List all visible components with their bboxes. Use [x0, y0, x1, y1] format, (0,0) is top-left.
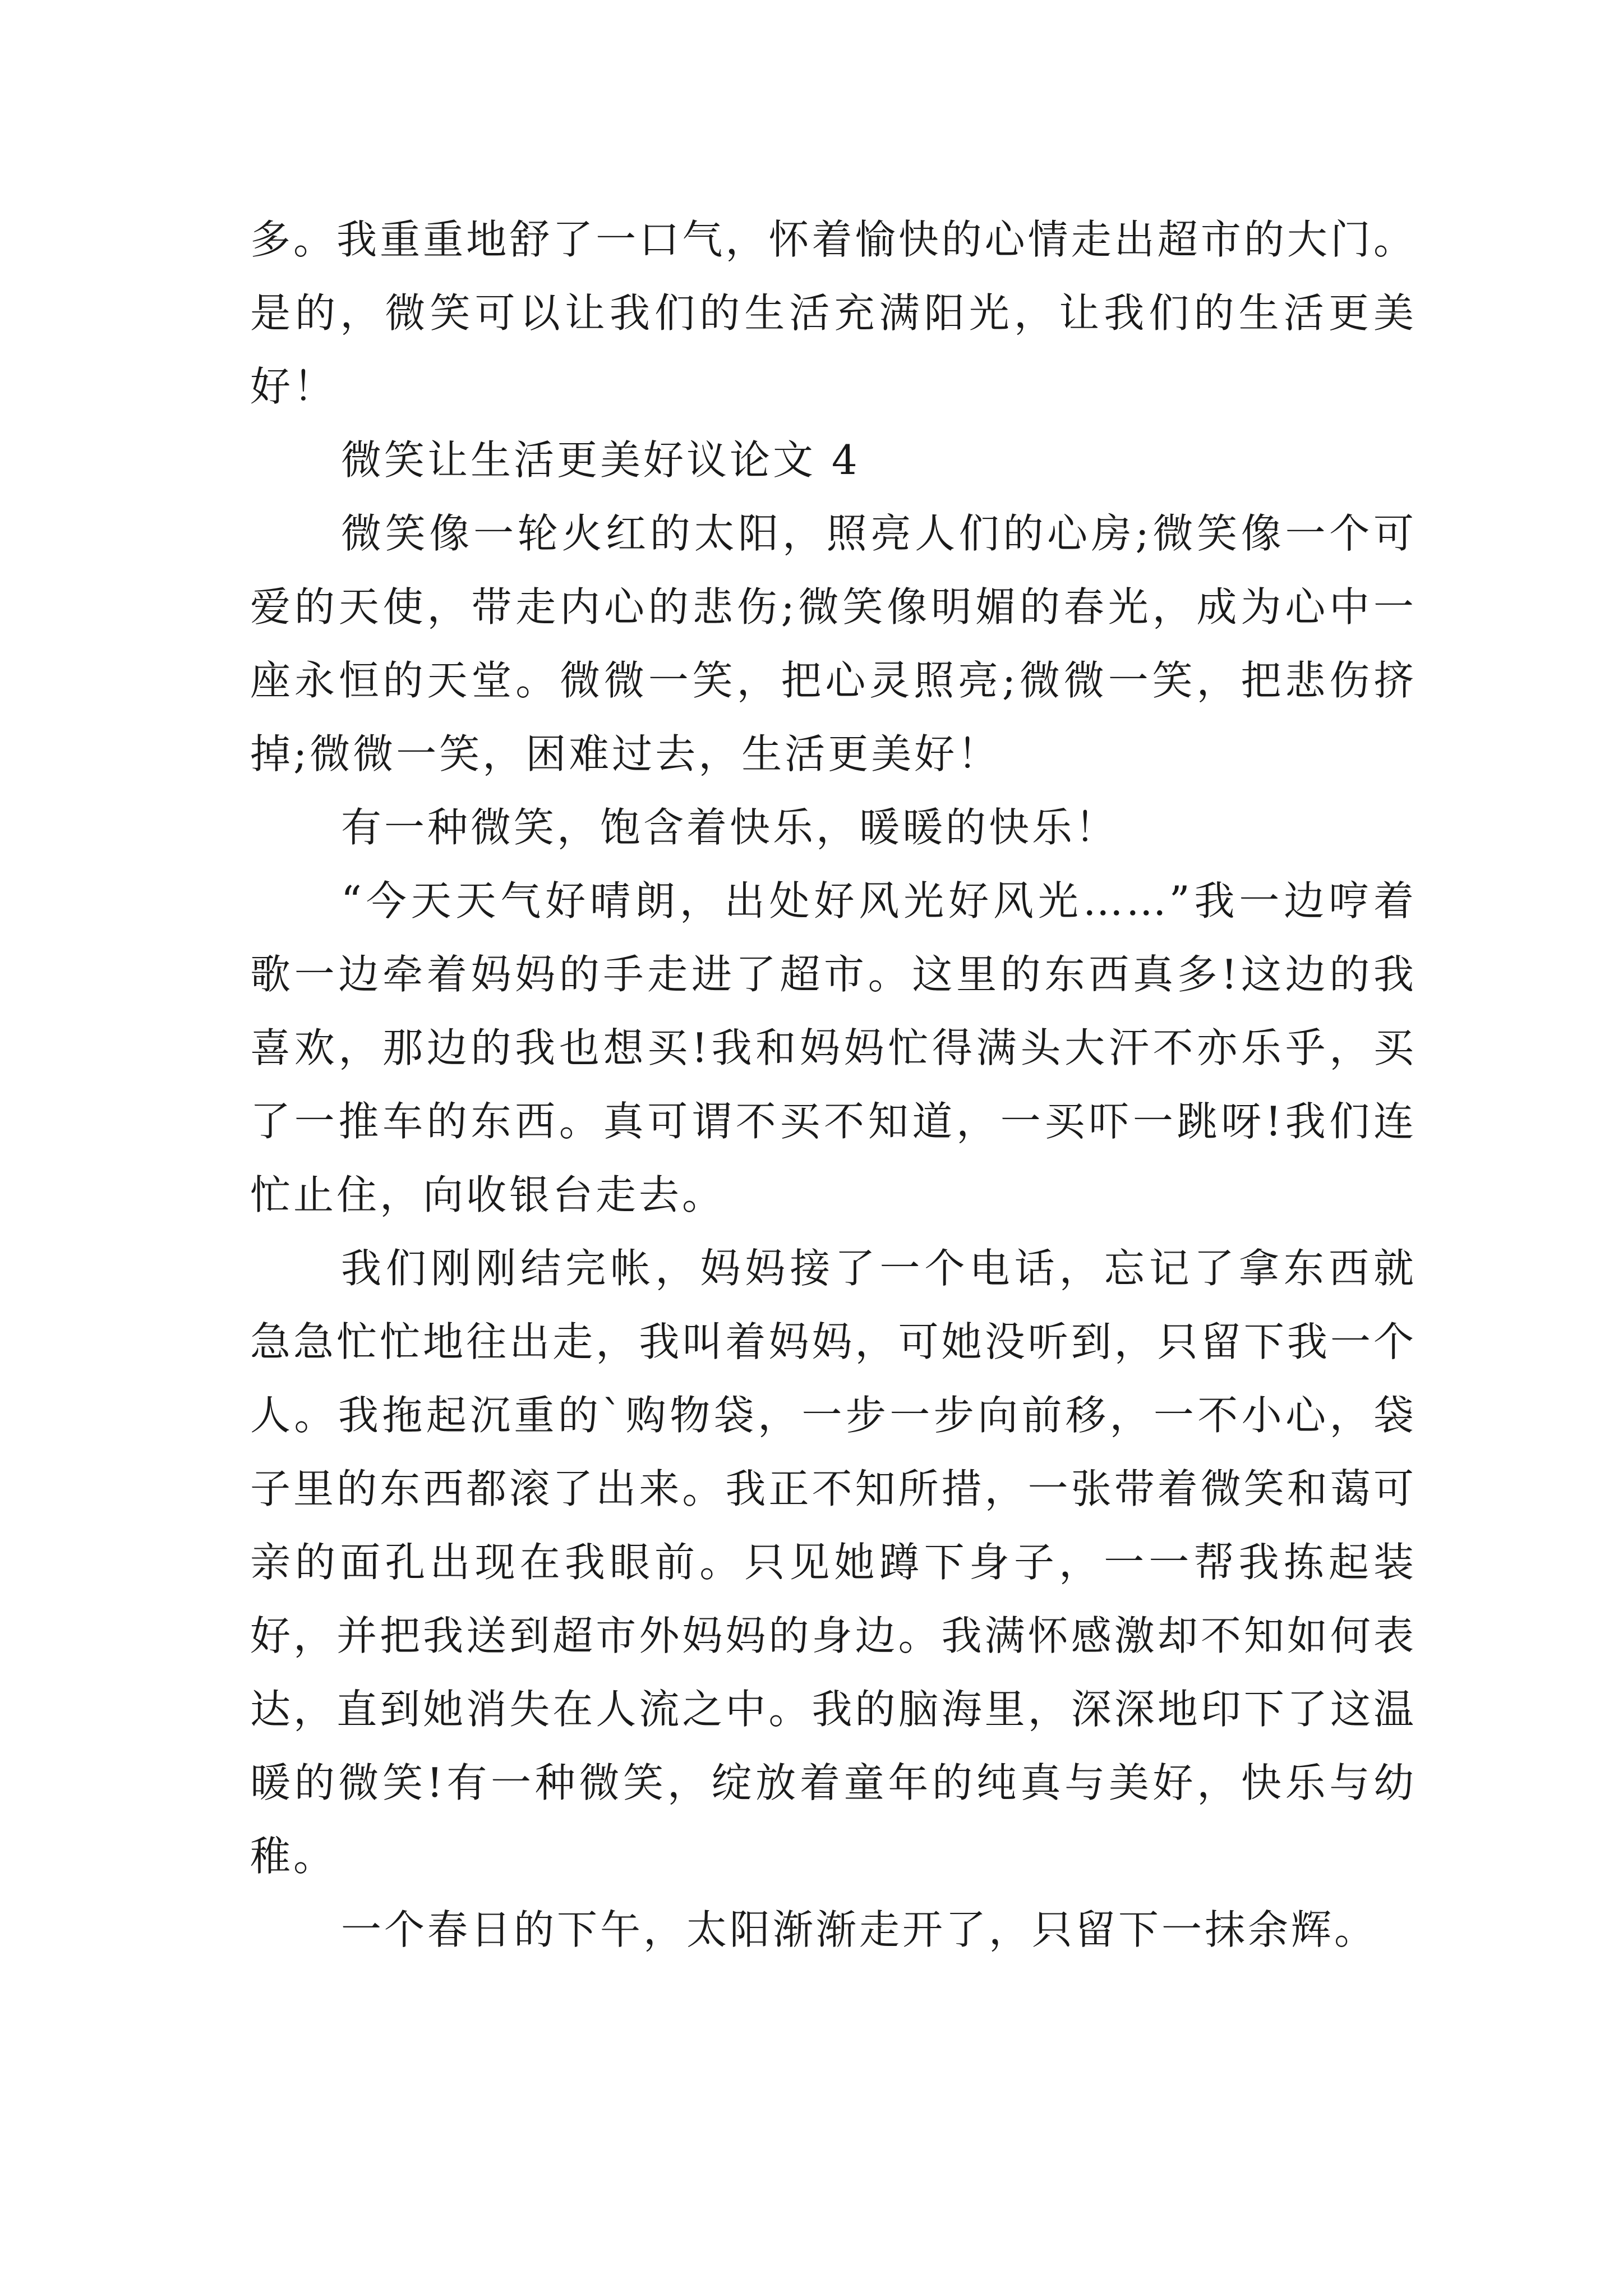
document-body — [250, 203, 1417, 1967]
paragraph-supermarket: “今天天气好晴朗，出处好风光好风光……”我一边哼着歌一边牵着妈妈的手走进了超市。这里的东西真多!这边的我喜欢，那边的我也想买!我和妈妈忙得满头大汗不亦乐乎，买了一推车的东西。真可谓不买不知道，一买吓一跳呀!我们连忙止住，向收银台走去。 — [250, 877, 1417, 1218]
paragraph-theme: 有一种微笑，饱含着快乐，暖暖的快乐！ — [341, 804, 1119, 851]
paragraph-continuation: 多。我重重地舒了一口气，怀着愉快的心情走出超市的大门。是的，微笑可以让我们的生活充满阳光，让我们的生活更美好！ — [250, 216, 1417, 410]
essay-title: 微笑让生活更美好议论文 4 — [341, 436, 860, 484]
paragraph-intro: 微笑像一轮火红的太阳，照亮人们的心房;微笑像一个可爱的天使，带走内心的悲伤;微笑像明媚的春光，成为心中一座永恒的天堂。微微一笑，把心灵照亮;微微一笑，把悲伤挤掉;微微一笑，困难过去，生活更美好！ — [250, 510, 1417, 777]
paragraph-stranger-help: 我们刚刚结完帐，妈妈接了一个电话，忘记了拿东西就急急忙忙地往出走，我叫着妈妈，可她没听到，只留下我一个人。我拖起沉重的`购物袋，一步一步向前移，一不小心，袋子里的东西都滚了出来。我正不知所措，一张带着微笑和蔼可亲的面孔出现在我眼前。只见她蹲下身子，一一帮我拣起装好，并把我送到超市外妈妈的身边。我满怀感激却不知如何表达，直到她消失在人流之中。我的脑海里，深深地印下了这温暖的微笑!有一种微笑，绽放着童年的纯真与美好，快乐与幼稚。 — [250, 1245, 1417, 1880]
paragraph-spring-afternoon: 一个春日的下午，太阳渐渐走开了，只留下一抹余辉。 — [341, 1906, 1378, 1953]
